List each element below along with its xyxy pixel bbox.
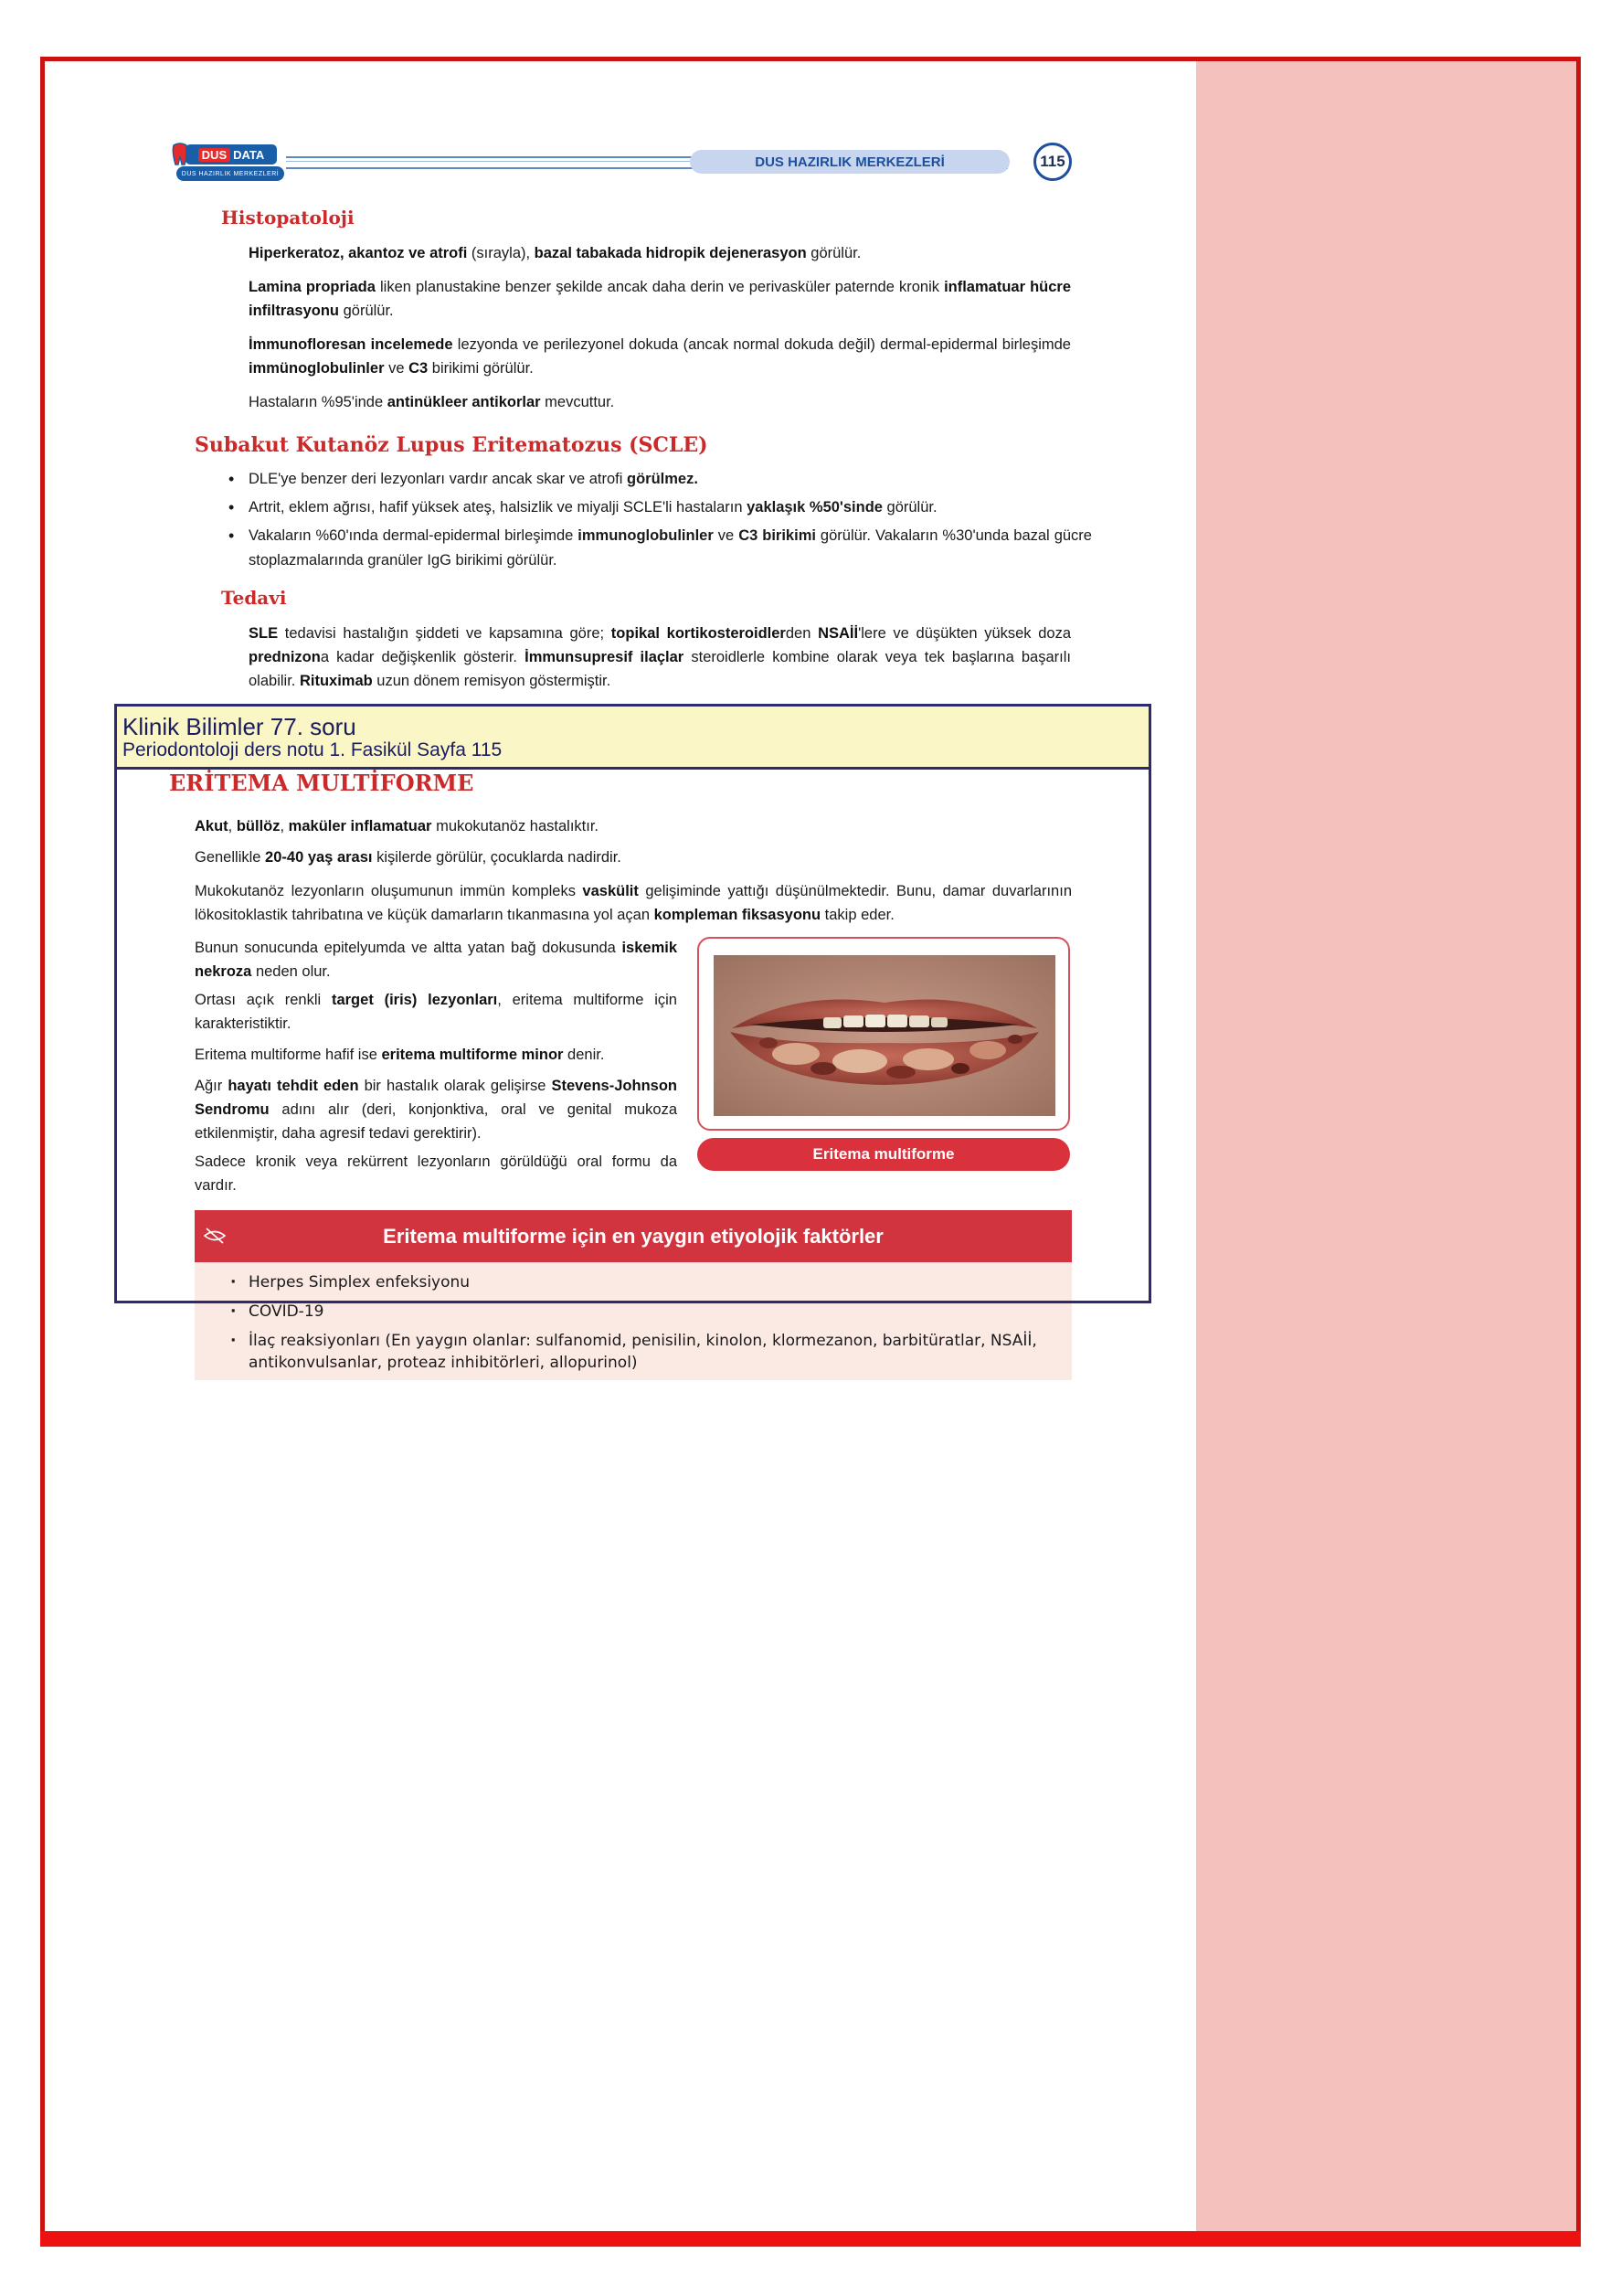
logo-data: DATA bbox=[233, 147, 265, 162]
tedavi-t1: tedavisi hastalığın şiddeti ve kapsamına göre; bbox=[278, 625, 611, 642]
tedavi-b6: Rituximab bbox=[299, 673, 373, 689]
tedavi-b3: NSAİİ bbox=[818, 625, 859, 642]
histo-p2-b2: inflamatuar hücre infiltrasyonu bbox=[249, 279, 1071, 319]
em-p6-t1: Eritema multiforme hafif ise bbox=[195, 1047, 382, 1063]
em-p3-b1: vaskülit bbox=[582, 883, 639, 899]
annotation-line-1: Klinik Bilimler 77. soru bbox=[122, 713, 356, 740]
tedavi-b5: İmmunsupresif ilaçlar bbox=[524, 649, 684, 665]
em-p1-t2: , bbox=[280, 818, 289, 834]
em-p1-t3: mukokutanöz hastalıktır. bbox=[431, 818, 599, 834]
histo-p1-b2: bazal tabakada hidropik dejenerasyon bbox=[534, 245, 807, 261]
em-p5-b1: target (iris) lezyonları bbox=[331, 992, 498, 1008]
scle-b2-t1: Artrit, eklem ağrısı, hafif yüksek ateş, halsizlik ve miyalji SCLE'li hastaların bbox=[249, 499, 747, 516]
tedavi-paragraph bbox=[249, 622, 1071, 693]
scle-item bbox=[249, 524, 1092, 573]
header-banner: DUS HAZIRLIK MERKEZLERİ bbox=[690, 150, 1010, 174]
em-p6-t2: denir. bbox=[563, 1047, 605, 1063]
tedavi-t4: a kadar değişkenlik gösterir. bbox=[320, 649, 525, 665]
tedavi-b4: prednizon bbox=[249, 649, 321, 665]
figure-caption: Eritema multiforme bbox=[697, 1138, 1070, 1171]
page-header bbox=[169, 139, 1074, 188]
em-p1-t1: , bbox=[228, 818, 237, 834]
bottom-bar bbox=[40, 2231, 1581, 2247]
em-p1-b3: maküler inflamatuar bbox=[288, 818, 432, 834]
em-paragraph-8: Sadece kronik veya rekürrent lezyonların görüldüğü oral formu da vardır. bbox=[195, 1153, 677, 1194]
tedavi-b1: SLE bbox=[249, 625, 279, 642]
tedavi-title: Tedavi bbox=[221, 587, 287, 609]
em-p7-b2: Stevens-Johnson Sendromu bbox=[195, 1078, 677, 1118]
em-p4-b1: iskemik nekroza bbox=[195, 940, 677, 980]
scle-b3-b2: C3 birikimi bbox=[738, 527, 816, 544]
histo-p2-t2: görülür. bbox=[339, 303, 394, 319]
em-p3-t2: gelişiminde yattığı düşünülmektedir. Bunu, damar duvarlarının lökositoklastik tahribatına ve küçük damarların tıkanmasına yol açan bbox=[195, 883, 1072, 923]
scle-b2-b1: yaklaşık %50'sinde bbox=[747, 499, 883, 516]
scle-item bbox=[249, 495, 1092, 520]
tedavi-t2: den bbox=[785, 625, 819, 642]
tedavi-t6: uzun dönem remisyon göstermiştir. bbox=[372, 673, 611, 689]
em-title: ERİTEMA MULTİFORME bbox=[169, 770, 474, 796]
em-p4-t2: neden olur. bbox=[251, 963, 331, 980]
scle-item bbox=[249, 467, 1092, 492]
histo-p3-t2: ve bbox=[384, 360, 409, 377]
scle-b3-t3: görülür. Vakaların %30'unda bazal gücre stoplazmalarında granüler IgG birikimi görülür. bbox=[249, 527, 1092, 569]
em-p5-t1: Ortası açık renkli bbox=[195, 992, 332, 1008]
em-p5-t2: , eritema multiforme için karakteristiktir. bbox=[195, 992, 677, 1032]
histo-p4-t1: Hastaların %95'inde bbox=[249, 394, 387, 410]
histo-p2-t1: liken planustakine benzer şekilde ancak daha derin ve perivasküler paternde kronik bbox=[375, 279, 945, 295]
em-p7-b1: hayatı tehdit eden bbox=[228, 1078, 359, 1094]
scle-b3-t1: Vakaların %60'ında dermal-epidermal birleşimde bbox=[249, 527, 578, 544]
histo-paragraph-1 bbox=[249, 241, 1071, 265]
scle-b1-b1: görülmez. bbox=[627, 471, 698, 487]
etiology-item: · İlaç reaksiyonları (En yaygın olanlar: sulfanomid, penisilin, kinolon, klormezanon, barbitüratlar, NSAİİ, antikonvulsanlar, proteaz inhibitörleri, allopurinol) bbox=[230, 1330, 1071, 1374]
em-p3-b2: kompleman fiksasyonu bbox=[653, 907, 821, 923]
em-p7-t1: Ağır bbox=[195, 1078, 228, 1094]
logo-subtitle: DUS HAZIRLIK MERKEZLERİ bbox=[176, 166, 284, 181]
dusdata-logo bbox=[169, 143, 283, 185]
scle-b2-t2: görülür. bbox=[882, 499, 938, 516]
histo-paragraph-3 bbox=[249, 333, 1071, 380]
annotation-line-2: Periodontoloji ders notu 1. Fasikül Sayfa 115 bbox=[122, 739, 503, 760]
histo-p3-b1: İmmunofloresan incelemede bbox=[249, 336, 453, 353]
tedavi-t5: steroidlerle kombine olarak veya tek başlarına başarılı olabilir. bbox=[249, 649, 1071, 689]
histo-p1-b1: Hiperkeratoz, akantoz ve atrofi bbox=[249, 245, 468, 261]
em-p1-b1: Akut bbox=[195, 818, 228, 834]
logo-dus: DUS bbox=[198, 148, 230, 162]
scle-list bbox=[228, 467, 1092, 577]
em-p6-b1: eritema multiforme minor bbox=[381, 1047, 564, 1063]
histo-p1-t1: (sırayla), bbox=[467, 245, 535, 261]
em-p2-t2: kişilerde görülür, çocuklarda nadirdir. bbox=[372, 849, 621, 866]
etiology-item: · COVİD-19 bbox=[230, 1301, 1071, 1323]
em-p3-t3: takip eder. bbox=[821, 907, 895, 923]
tedavi-t3: 'lere ve düşükten yüksek doza bbox=[858, 625, 1072, 642]
etiology-header: Eritema multiforme için en yaygın etiyolojik faktörler bbox=[195, 1210, 1072, 1262]
tedavi-b2: topikal kortikosteroidler bbox=[610, 625, 786, 642]
page-number: 115 bbox=[1033, 143, 1072, 181]
em-p2-t1: Genellikle bbox=[195, 849, 266, 866]
logo-badge bbox=[185, 144, 277, 165]
scle-b3-b1: immunoglobulinler bbox=[577, 527, 714, 544]
histo-p4-t2: mevcuttur. bbox=[540, 394, 615, 410]
em-p2-b1: 20-40 yaş arası bbox=[265, 849, 373, 866]
histo-p3-t1: lezyonda ve perilezyonel dokuda (ancak normal dokuda değil) dermal-epidermal birleşimde bbox=[452, 336, 1071, 353]
em-p7-t3: adını alır (deri, konjonktiva, oral ve genital mukoza etkilenmiştir, daha agresif tedavi gerektirir). bbox=[195, 1101, 677, 1142]
em-p1-b2: büllöz bbox=[236, 818, 281, 834]
histo-paragraph-4 bbox=[249, 390, 1071, 414]
scle-b3-t2: ve bbox=[713, 527, 739, 544]
etiology-item: · Herpes Simplex enfeksiyonu bbox=[230, 1271, 1071, 1293]
annotation-highlight-box bbox=[114, 704, 1151, 1303]
histo-p1-t2: görülür. bbox=[806, 245, 862, 261]
histo-p4-b1: antinükleer antikorlar bbox=[387, 394, 541, 410]
histo-p3-t3: birikimi görülür. bbox=[428, 360, 534, 377]
scle-title: Subakut Kutanöz Lupus Eritematozus (SCLE) bbox=[195, 433, 708, 457]
em-p3-t1: Mukokutanöz lezyonların oluşumunun immün kompleks bbox=[195, 883, 583, 899]
histopatoloji-title: Histopatoloji bbox=[221, 207, 355, 229]
histo-p2-b1: Lamina propriada bbox=[249, 279, 376, 295]
histo-p3-b3: C3 bbox=[408, 360, 429, 377]
em-p4-t1: Bunun sonucunda epitelyumda ve altta yatan bağ dokusunda bbox=[195, 940, 622, 956]
histo-p3-b2: immünoglobulinler bbox=[249, 360, 385, 377]
scle-b1-t1: DLE'ye benzer deri lezyonları vardır ancak skar ve atrofi bbox=[249, 471, 627, 487]
histo-paragraph-2 bbox=[249, 275, 1071, 323]
em-p7-t2: bir hastalık olarak gelişirse bbox=[358, 1078, 552, 1094]
